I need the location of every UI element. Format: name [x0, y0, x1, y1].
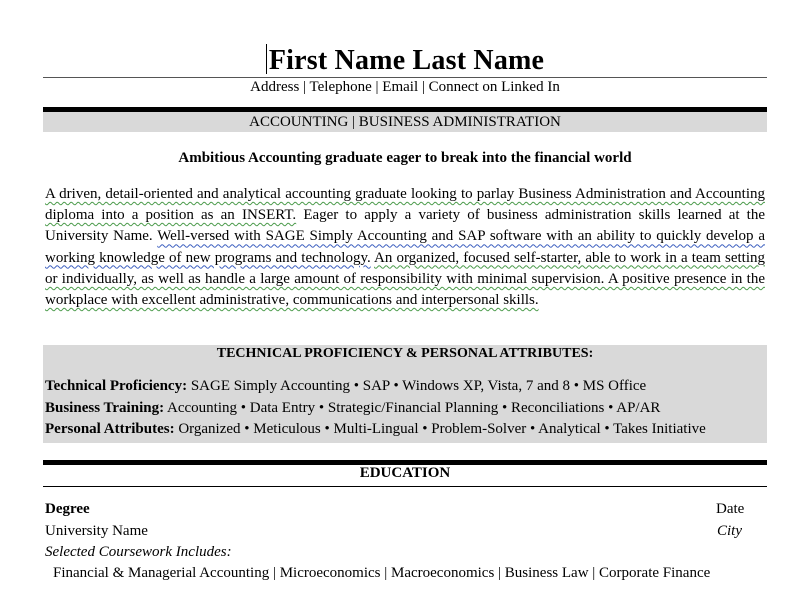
- education-title: EDUCATION: [359, 465, 451, 481]
- technical-section-title: TECHNICAL PROFICIENCY & PERSONAL ATTRIBUTES:: [216, 346, 594, 361]
- text-cursor: [266, 44, 267, 74]
- summary-sentence-4: An organized, focused self-starter, able to work in a team setting or individually, as well as handle a large amount of responsibility with minimal supervision. A positive presence in the workplace with excellent administrative, communications and interpersonal skills.: [45, 249, 765, 309]
- profession-title: ACCOUNTING | BUSINESS ADMINISTRATION: [249, 114, 561, 130]
- education-banner: [43, 465, 767, 486]
- coursework-list: Financial & Managerial Accounting | Microeconomics | Macroeconomics | Business Law | Corporate Finance: [53, 565, 711, 581]
- personal-attributes-row: [45, 421, 706, 438]
- coursework-label: Selected Coursework Includes:: [45, 544, 232, 560]
- education-divider: [43, 486, 767, 487]
- candidate-name[interactable]: [0, 44, 810, 77]
- profession-banner: [43, 112, 767, 132]
- degree-date: Date: [716, 501, 745, 517]
- row-value: SAGE Simply Accounting • SAP • Windows XP, Vista, 7 and 8 • MS Office: [187, 378, 647, 394]
- summary-sentence-3: Well-versed with SAGE Simply Accounting and SAP software with an ability to quickly develop a working knowledge of new programs and technology.: [45, 228, 765, 266]
- summary-sentence-1: A driven, detail-oriented and analytical accounting graduate looking to parlay Business Administration and Accounting diploma into a position as an INSERT.: [45, 186, 765, 224]
- university-name: University Name: [45, 523, 148, 539]
- candidate-name-text: First Name Last Name: [268, 45, 545, 76]
- summary-paragraph: [45, 184, 765, 311]
- technical-proficiency-row: [45, 378, 646, 395]
- business-training-row: [45, 400, 660, 417]
- row-value: Organized • Meticulous • Multi-Lingual • Problem-Solver • Analytical • Takes Initiative: [174, 421, 706, 437]
- contact-line: Address | Telephone | Email | Connect on Linked In: [250, 79, 560, 95]
- summary-headline: Ambitious Accounting graduate eager to break into the financial world: [178, 150, 632, 166]
- summary-sentence-2: Eager to apply a variety of business administration skills learned at the University Name.: [45, 207, 765, 245]
- degree-label: Degree: [45, 501, 90, 517]
- row-label: Personal Attributes:: [45, 421, 175, 437]
- university-city: City: [717, 523, 742, 539]
- header-divider: [43, 77, 767, 78]
- row-value: Accounting • Data Entry • Strategic/Financial Planning • Reconciliations • AP/AR: [164, 400, 661, 416]
- row-label: Technical Proficiency:: [45, 378, 188, 394]
- row-label: Business Training:: [45, 400, 165, 416]
